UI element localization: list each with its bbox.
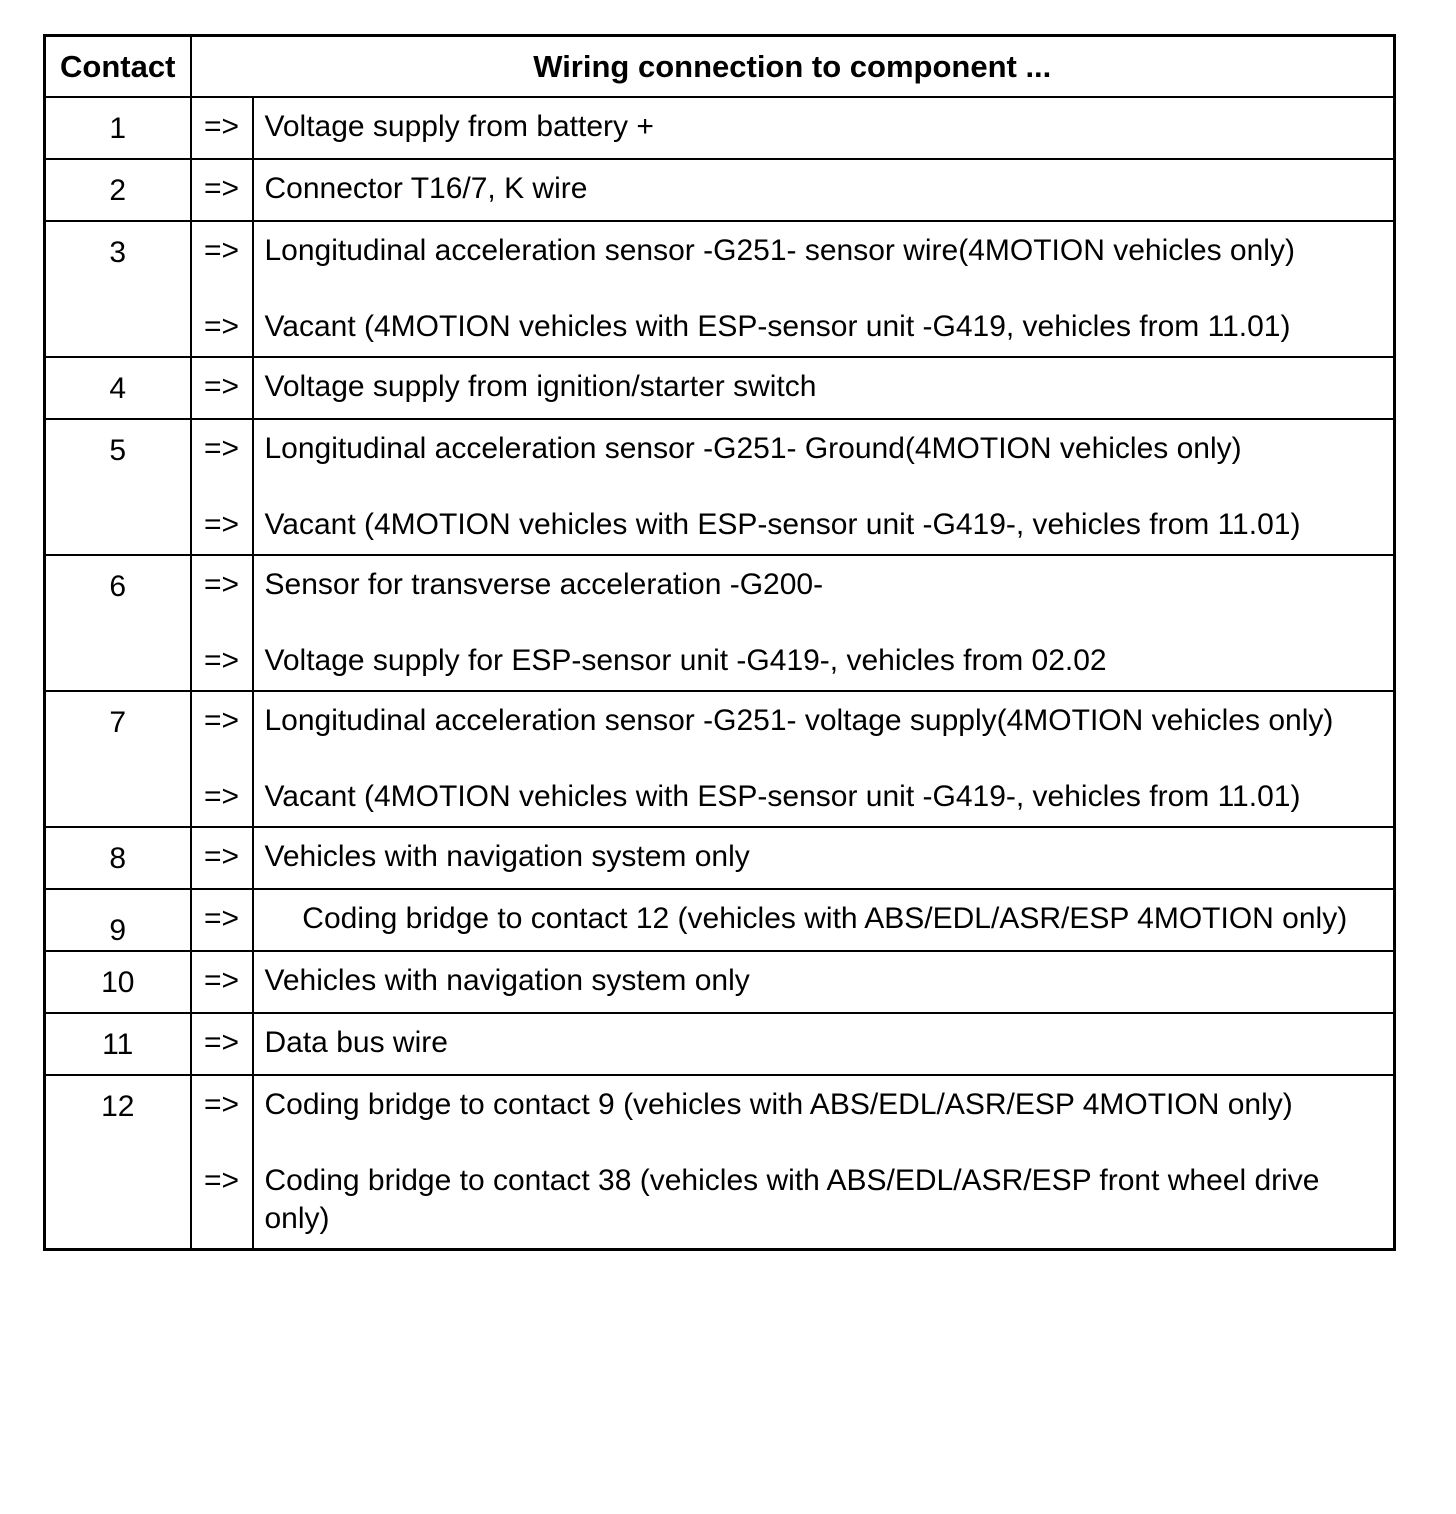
arrow-icon: => <box>203 1088 240 1121</box>
contact-number: 2 <box>45 159 191 221</box>
connection-description: Vehicles with navigation system only <box>253 827 1395 889</box>
arrow-icon: => <box>191 827 253 889</box>
contact-number: 1 <box>45 97 191 159</box>
header-wiring: Wiring connection to component ... <box>191 36 1395 98</box>
arrow-icon: => <box>191 357 253 419</box>
contact-number: 7 <box>45 691 191 827</box>
table-row <box>45 691 1395 827</box>
arrow-icon: => <box>203 508 240 541</box>
description-line: Vacant (4MOTION vehicles with ESP-sensor unit -G419-, vehicles from 11.01) <box>264 508 1301 541</box>
description-line: Longitudinal acceleration sensor -G251- Ground(4MOTION vehicles only) <box>264 432 1242 465</box>
table-row <box>45 889 1395 951</box>
arrow-icon: => <box>191 951 253 1013</box>
contact-number: 8 <box>45 827 191 889</box>
table-row <box>45 1013 1395 1075</box>
description-line: Longitudinal acceleration sensor -G251- sensor wire(4MOTION vehicles only) <box>264 234 1295 267</box>
connection-description <box>253 1075 1395 1250</box>
contact-number: 4 <box>45 357 191 419</box>
description-line: Sensor for transverse acceleration -G200- <box>264 568 824 601</box>
connection-description <box>253 555 1395 691</box>
table-row <box>45 357 1395 419</box>
arrow-icon: => <box>203 704 240 737</box>
arrow-icon: => <box>203 644 240 677</box>
contact-number: 11 <box>45 1013 191 1075</box>
description-line: Vacant (4MOTION vehicles with ESP-sensor unit -G419, vehicles from 11.01) <box>264 310 1291 343</box>
connection-description <box>253 221 1395 357</box>
connection-description <box>253 419 1395 555</box>
table-row <box>45 1075 1395 1250</box>
contact-number: 6 <box>45 555 191 691</box>
connection-description: Vehicles with navigation system only <box>253 951 1395 1013</box>
contact-number: 5 <box>45 419 191 555</box>
arrow-icon: => <box>203 310 240 343</box>
arrow-cell <box>191 1075 253 1250</box>
table-row <box>45 555 1395 691</box>
contact-number: 3 <box>45 221 191 357</box>
table-row <box>45 97 1395 159</box>
table-row <box>45 221 1395 357</box>
arrow-icon: => <box>203 780 240 813</box>
description-line: Longitudinal acceleration sensor -G251- voltage supply(4MOTION vehicles only) <box>264 704 1334 737</box>
connection-description: Coding bridge to contact 12 (vehicles with ABS/EDL/ASR/ESP 4MOTION only) <box>253 889 1395 951</box>
arrow-icon: => <box>203 432 240 465</box>
header-contact: Contact <box>45 36 191 98</box>
connection-description: Voltage supply from battery + <box>253 97 1395 159</box>
description-line: Coding bridge to contact 9 (vehicles with ABS/EDL/ASR/ESP 4MOTION only) <box>264 1088 1293 1121</box>
arrow-cell <box>191 221 253 357</box>
contact-number: 12 <box>45 1075 191 1250</box>
arrow-icon: => <box>191 889 253 951</box>
connection-description: Voltage supply from ignition/starter switch <box>253 357 1395 419</box>
arrow-cell <box>191 555 253 691</box>
description-line: Voltage supply for ESP-sensor unit -G419-, vehicles from 02.02 <box>264 644 1107 677</box>
arrow-icon: => <box>203 568 240 601</box>
arrow-cell <box>191 691 253 827</box>
arrow-icon: => <box>191 97 253 159</box>
contact-number: 10 <box>45 951 191 1013</box>
description-line: Coding bridge to contact 38 (vehicles with ABS/EDL/ASR/ESP front wheel drive only) <box>264 1164 1320 1235</box>
table-row <box>45 827 1395 889</box>
description-line: Vacant (4MOTION vehicles with ESP-sensor unit -G419-, vehicles from 11.01) <box>264 780 1301 813</box>
connection-description: Connector T16/7, K wire <box>253 159 1395 221</box>
header-row <box>45 36 1395 98</box>
table-row <box>45 419 1395 555</box>
arrow-icon: => <box>203 234 240 267</box>
table-row <box>45 159 1395 221</box>
table-row <box>45 951 1395 1013</box>
arrow-icon: => <box>191 159 253 221</box>
arrow-icon: => <box>191 1013 253 1075</box>
arrow-icon: => <box>203 1164 240 1197</box>
wiring-table <box>43 34 1396 1251</box>
arrow-cell <box>191 419 253 555</box>
connection-description <box>253 691 1395 827</box>
connection-description: Data bus wire <box>253 1013 1395 1075</box>
contact-number: 9 <box>45 889 191 951</box>
